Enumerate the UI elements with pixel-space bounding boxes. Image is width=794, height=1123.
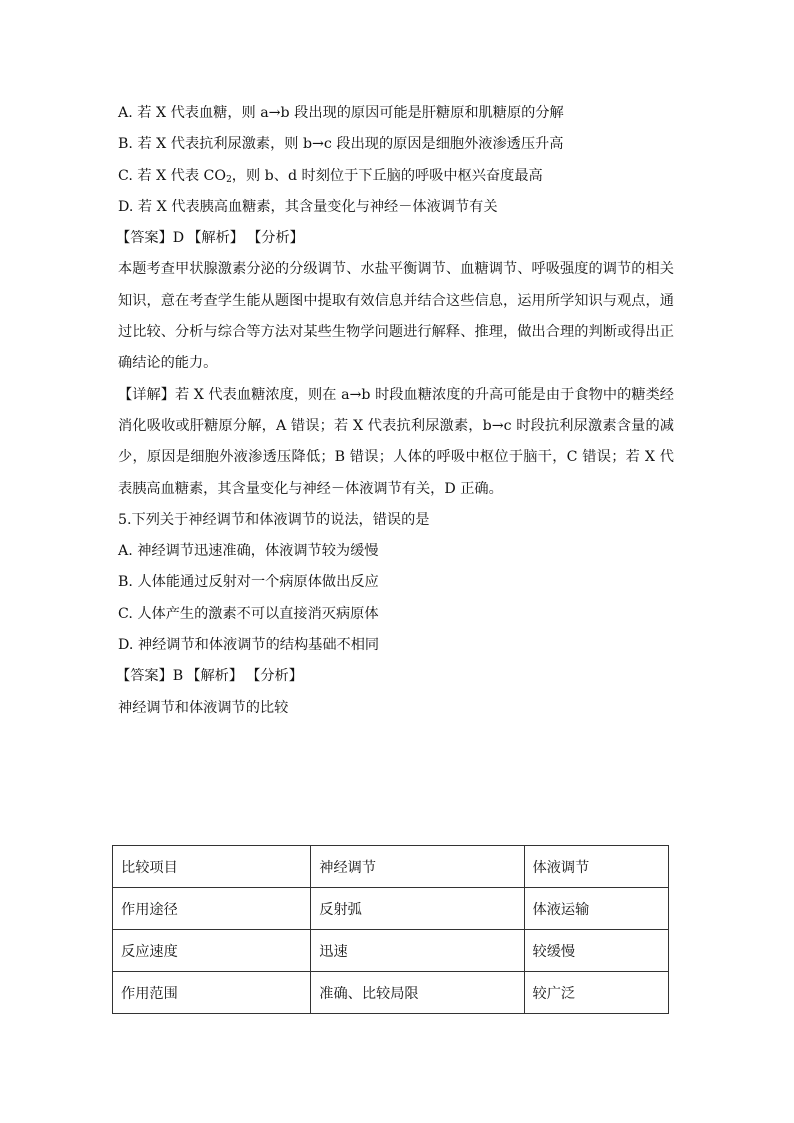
q5-option-c: C. 人体产生的激素不可以直接消灭病原体 — [118, 605, 379, 622]
table-row — [113, 972, 669, 1014]
table-cell: 准确、比较局限 — [311, 972, 524, 1014]
table-cell: 迅速 — [311, 930, 524, 972]
table-row — [113, 888, 669, 930]
q4-option-c-prefix: C. 若 X 代表 CO — [118, 167, 227, 184]
table-cell: 反射弧 — [311, 888, 524, 930]
q5-option-a: A. 神经调节迅速准确，体液调节较为缓慢 — [118, 543, 379, 560]
table-cell: 较缓慢 — [524, 930, 669, 972]
table-cell: 体液运输 — [524, 888, 669, 930]
table-row — [113, 846, 669, 888]
q5-option-b: B. 人体能通过反射对一个病原体做出反应 — [118, 574, 379, 591]
table-cell: 作用范围 — [113, 972, 311, 1014]
q4-option-c-suffix: ，则 b、d 时刻位于下丘脑的呼吸中枢兴奋度最高 — [231, 167, 543, 184]
q4-analysis-label: 【解析】 — [187, 230, 244, 247]
q4-fenxi-label: 【分析】 — [247, 230, 304, 247]
q5-answer: 【答案】B — [116, 668, 184, 685]
table-row — [113, 930, 669, 972]
q5-fenxi-label: 【分析】 — [246, 668, 303, 685]
q4-option-c — [118, 161, 678, 192]
q4-option-a: A. 若 X 代表血糖，则 a→b 段出现的原因可能是肝糖原和肌糖原的分解 — [118, 105, 564, 121]
q5-analysis-label: 【解析】 — [186, 668, 244, 685]
table-cell: 作用途径 — [113, 888, 311, 930]
co2-subscript: 2 — [226, 174, 232, 185]
comparison-table — [112, 845, 669, 1014]
q4-option-b: B. 若 X 代表抗利尿激素，则 b→c 段出现的原因是细胞外液渗透压升高 — [118, 136, 564, 153]
q5-stem: 5.下列关于神经调节和体液调节的说法，错误的是 — [118, 511, 430, 528]
q4-option-d: D. 若 X 代表胰高血糖素，其含量变化与神经－体液调节有关 — [118, 198, 498, 215]
table-cell: 神经调节 — [311, 846, 524, 888]
q5-table-caption: 神经调节和体液调节的比较 — [118, 699, 289, 716]
table-cell: 较广泛 — [524, 972, 669, 1014]
table-cell: 体液调节 — [524, 846, 669, 888]
q4-answer: 【答案】D — [116, 230, 185, 247]
q4-detail-text: 【详解】若 X 代表血糖浓度，则在 a→b 时段血糖浓度的升高可能是由于食物中的糖类经消化吸收或肝糖原分解，A 错误；若 X 代表抗利尿激素，b→c 时段抗利尿激素含量的减少，原因是细胞外液渗透压降低；B 错误；人体的呼吸中枢位于脑干，C 错误；若 X 代表胰高血糖素，其含量变化与神经－体液调节有关，D 正确。 — [118, 386, 674, 497]
q5-option-d: D. 神经调节和体液调节的结构基础不相同 — [118, 637, 380, 654]
q4-fenxi-text: 本题考查甲状腺激素分泌的分级调节、水盐平衡调节、血糖调节、呼吸强度的调节的相关知识，意在考查学生能从题图中提取有效信息并结合这些信息，运用所学知识与观点，通过比较、分析与综合等方法对某些生物学问题进行解释、推理，做出合理的判断或得出正确结论的能力。 — [118, 261, 674, 372]
table-cell: 反应速度 — [113, 930, 311, 972]
table-cell: 比较项目 — [113, 846, 311, 888]
document-page — [118, 98, 678, 724]
